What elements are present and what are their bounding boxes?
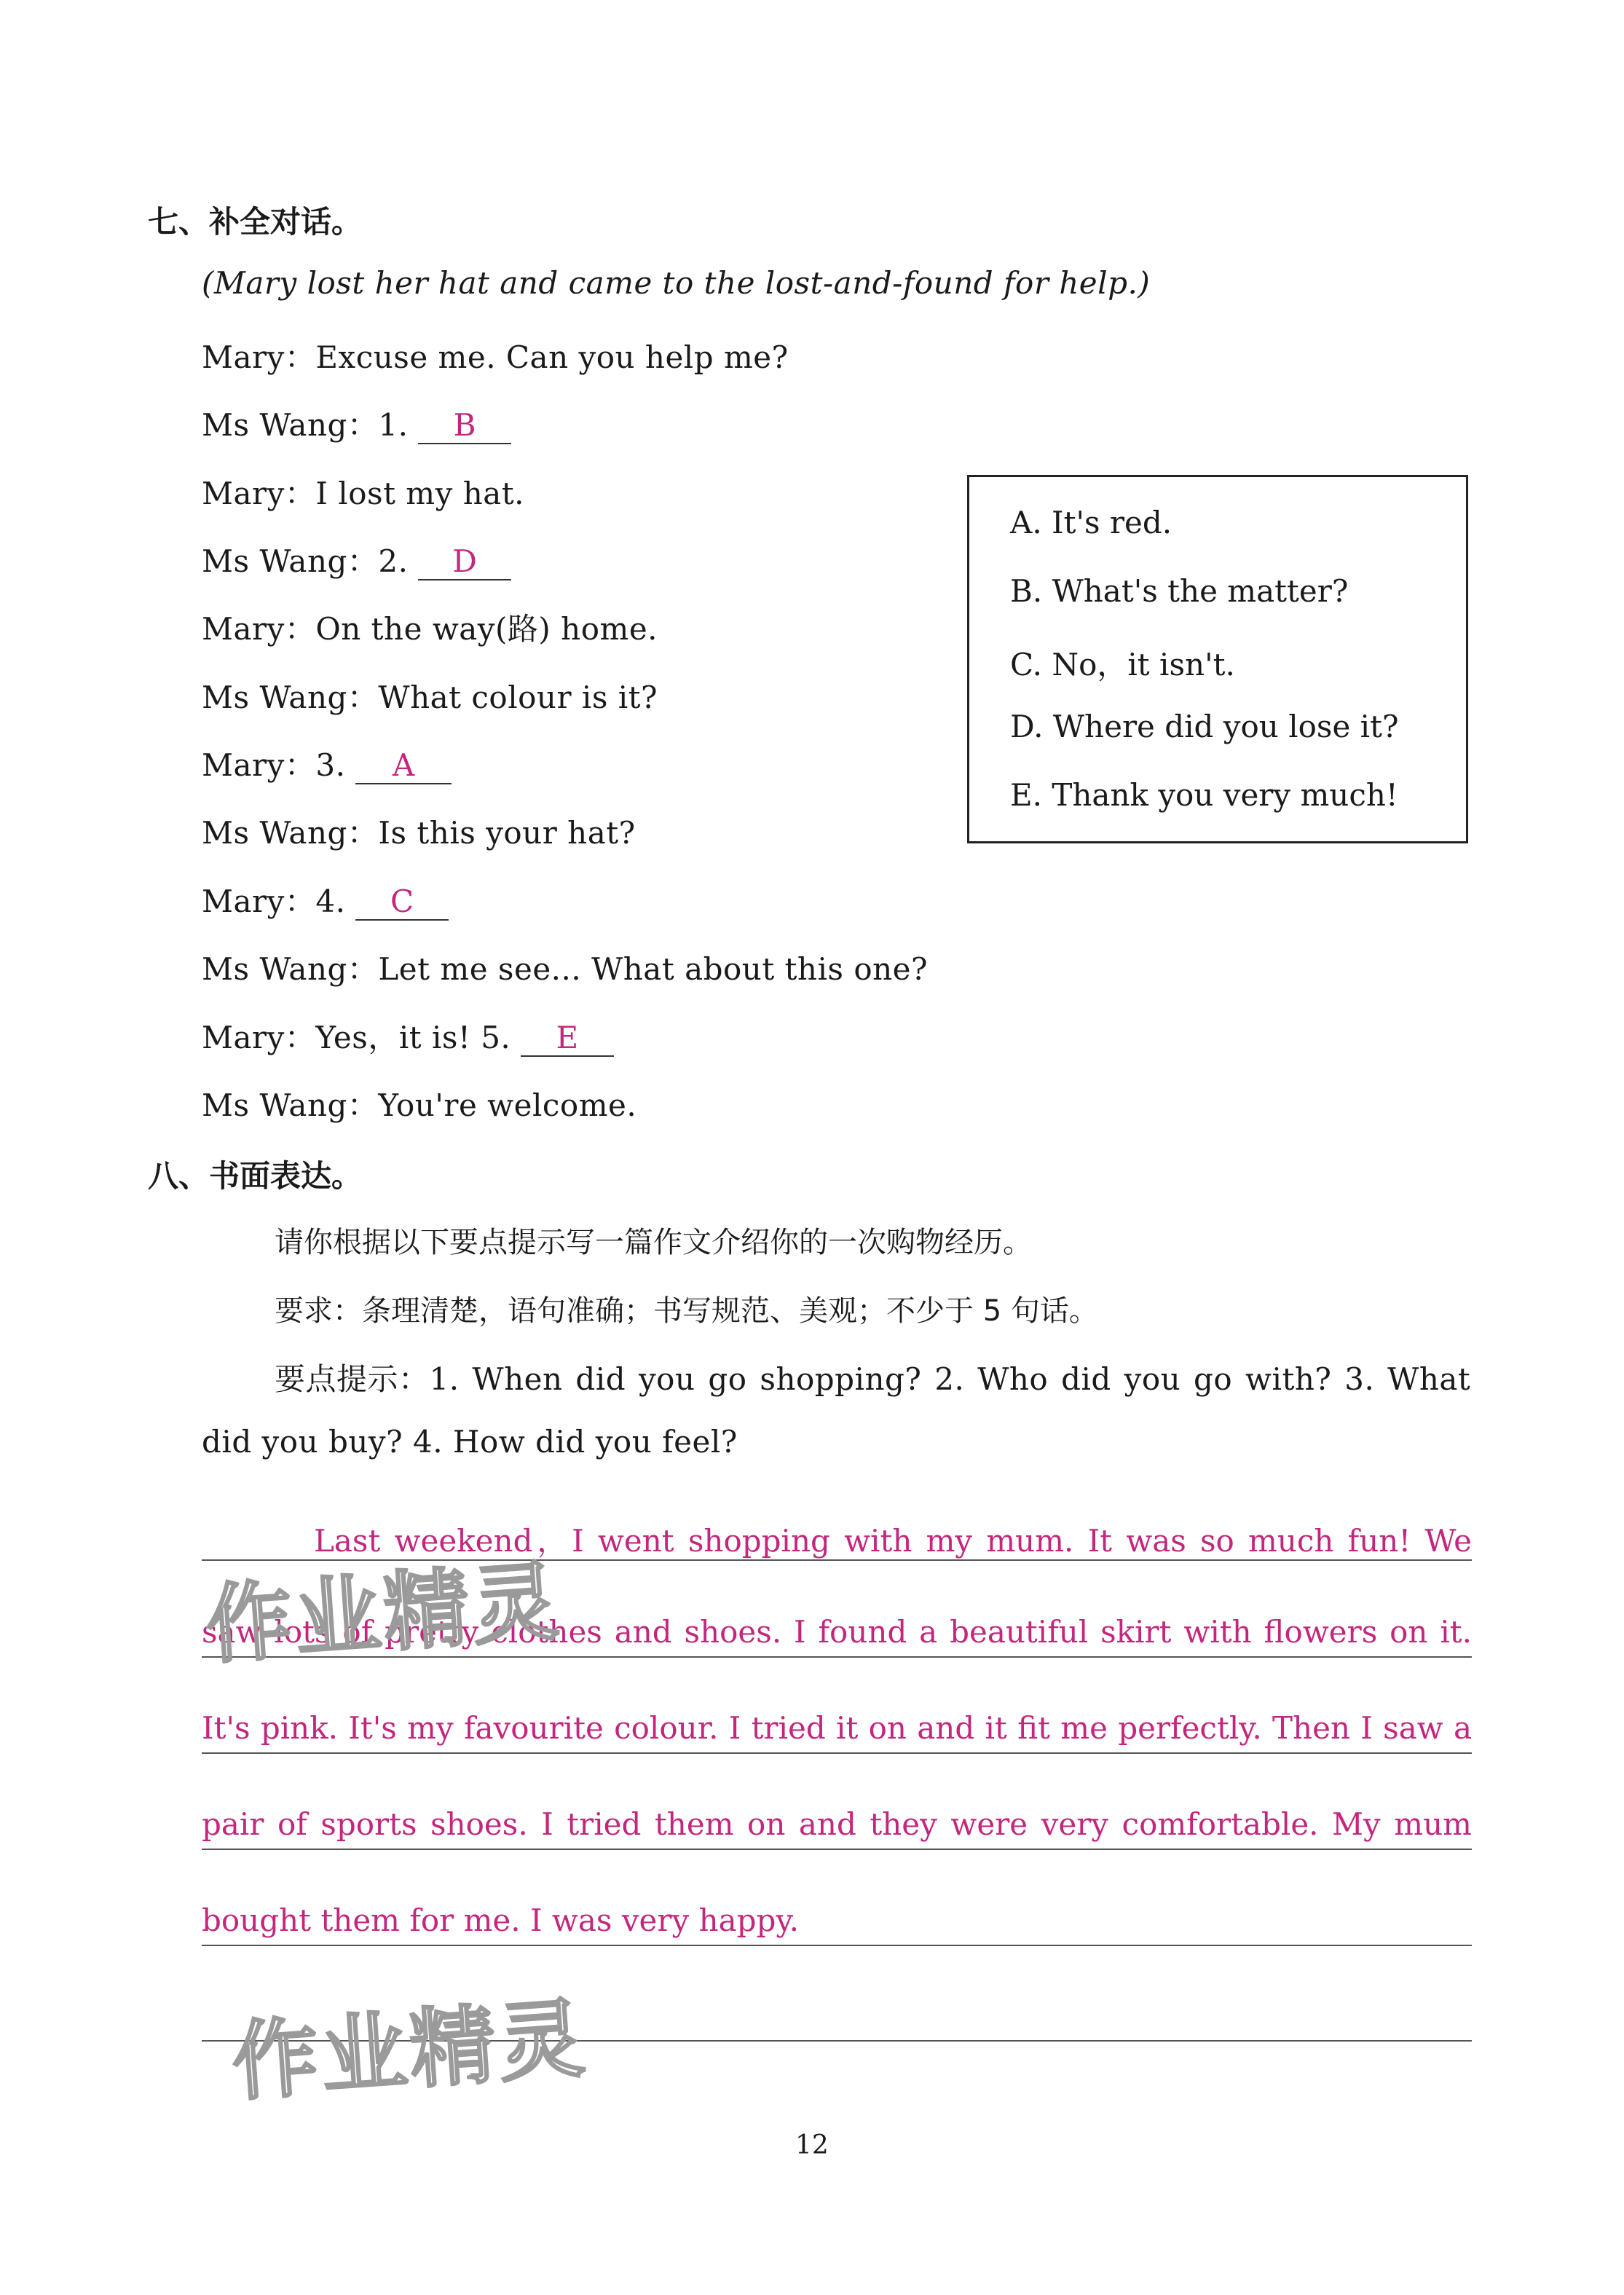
dialogue-line-6: Ms Wang：What colour is it?	[202, 680, 658, 715]
dialogue-line-8: Ms Wang：Is this your hat?	[202, 815, 636, 851]
page-number: 12	[795, 2130, 829, 2160]
watermark-logo: 作业精灵	[202, 1551, 564, 1676]
option-e: E. Thank you very much!	[1010, 777, 1398, 813]
essay-line-5: bought them for me. I was very happy.	[202, 1902, 799, 1938]
option-c: C. No，it isn't.	[1010, 647, 1235, 682]
dialogue-prefix: Mary：4.	[202, 883, 356, 919]
option-d: D. Where did you lose it?	[1010, 709, 1399, 744]
essay-line-4: pair of sports shoes. I tried them on and they were very comfortable. My mum	[202, 1806, 1472, 1842]
writing-rule	[202, 1945, 1472, 1946]
watermark-logo: 作业精灵	[229, 1988, 591, 2113]
writing-instruction: 请你根据以下要点提示写一篇作文介绍你的一次购物经历。	[275, 1226, 1032, 1259]
dialogue-line-2	[202, 401, 511, 445]
essay-line-2: saw lots of pretty clothes and shoes. I found a beautiful skirt with flowers on it.	[202, 1614, 1472, 1650]
writing-rule	[202, 1752, 1472, 1754]
dialogue-line-7	[202, 741, 452, 785]
section-7-heading: 七、补全对话。	[148, 204, 363, 240]
dialogue-line-4	[202, 538, 511, 581]
answer-blank-1[interactable]: B	[418, 408, 511, 444]
answer-blank-2[interactable]: D	[418, 544, 511, 580]
answer-blank-4[interactable]: C	[355, 884, 449, 921]
answer-blank-3[interactable]: A	[355, 748, 452, 784]
dialogue-prefix: Mary：3.	[202, 747, 356, 783]
dialogue-prefix: Ms Wang：2.	[202, 543, 419, 579]
dialogue-line-12: Ms Wang：You're welcome.	[202, 1087, 637, 1123]
writing-rule	[202, 1849, 1472, 1850]
dialogue-line-11	[202, 1014, 614, 1058]
option-b: B. What's the matter?	[1010, 573, 1349, 609]
option-a: A. It's red.	[1010, 505, 1172, 540]
writing-requirement: 要求：条理清楚，语句准确；书写规范、美观；不少于 5 句话。	[275, 1294, 1098, 1328]
dialogue-prefix: Ms Wang：1.	[202, 407, 419, 443]
options-box	[967, 475, 1468, 843]
essay-line-1: Last weekend，I went shopping with my mum. It was so much fun! We	[314, 1523, 1472, 1559]
writing-hints-line-1: 要点提示：1. When did you go shopping? 2. Who did you go with? 3. What	[275, 1361, 1471, 1397]
dialogue-line-9	[202, 878, 449, 921]
dialogue-line-3: Mary：I lost my hat.	[202, 476, 525, 511]
dialogue-prefix: Mary：Yes，it is! 5.	[202, 1020, 521, 1055]
dialogue-line-10: Ms Wang：Let me see... What about this one?	[202, 951, 929, 987]
dialogue-line-1: Mary：Excuse me. Can you help me?	[202, 339, 789, 375]
essay-line-3: It's pink. It's my favourite colour. I tried it on and it fit me perfectly. Then I saw a	[202, 1710, 1472, 1746]
answer-blank-5[interactable]: E	[521, 1020, 614, 1057]
section-8-heading: 八、书面表达。	[148, 1158, 363, 1194]
dialogue-context: (Mary lost her hat and came to the lost-and-found for help.)	[202, 265, 1151, 301]
writing-hints-line-2: did you buy? 4. How did you feel?	[202, 1424, 738, 1460]
dialogue-line-5: Mary：On the way(路) home.	[202, 611, 658, 647]
